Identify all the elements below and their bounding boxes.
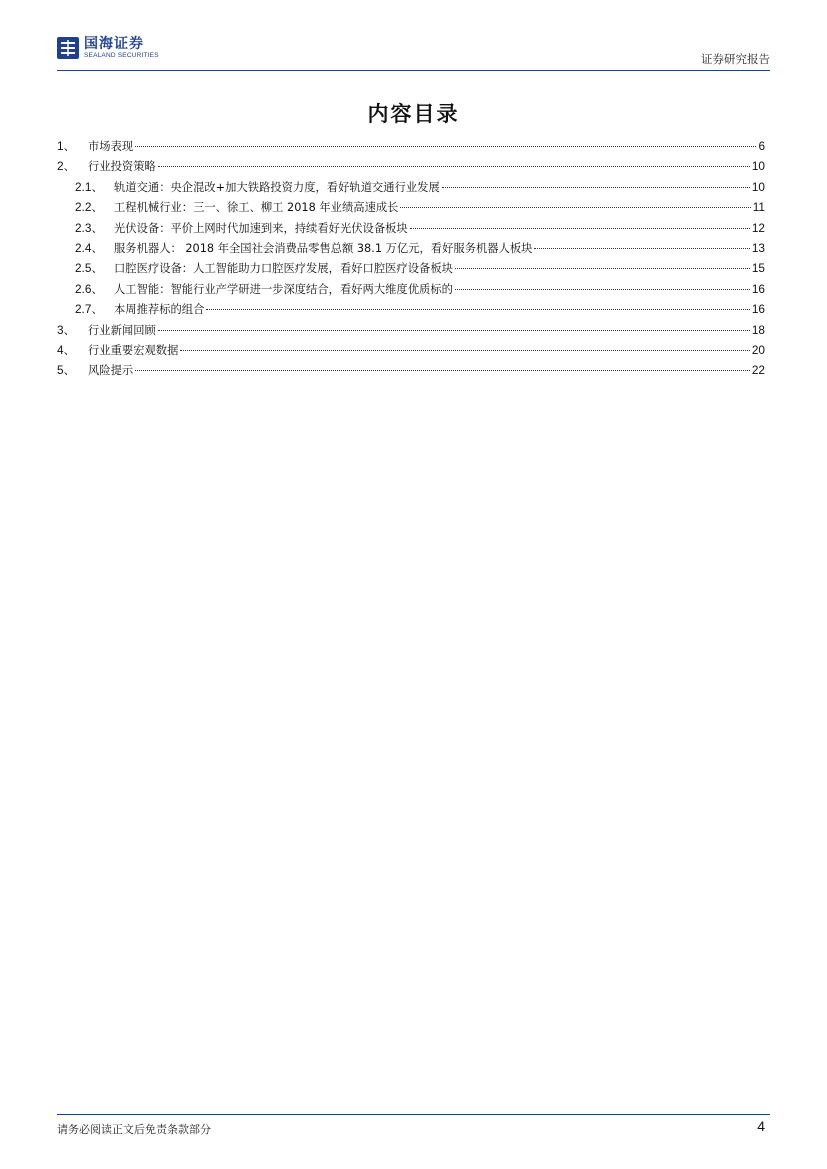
toc-entry[interactable] xyxy=(57,239,765,259)
toc-entry-page: 18 xyxy=(751,322,765,337)
toc-entry-title: 人工智能：智能行业产学研进一步深度结合，看好两大维度优质标的 xyxy=(114,282,453,296)
report-type-label: 证券研究报告 xyxy=(701,52,770,66)
toc-entry[interactable] xyxy=(57,259,765,279)
toc-entry[interactable] xyxy=(57,321,765,341)
toc-entry[interactable] xyxy=(57,198,765,218)
toc-dot-leader xyxy=(442,187,750,188)
sealand-logo-icon xyxy=(57,37,79,59)
toc-entry-page: 22 xyxy=(751,363,765,378)
toc-dot-leader xyxy=(135,146,756,147)
toc-entry-number: 2.5、 xyxy=(75,261,104,276)
toc-dot-leader xyxy=(206,309,749,310)
toc-entry-number: 2.3、 xyxy=(75,220,104,235)
toc-entry-title: 行业重要宏观数据 xyxy=(88,343,179,357)
header-divider xyxy=(57,70,770,71)
toc-entry-title: 服务机器人： 2018 年全国社会消费品零售总额 38.1 万亿元，看好服务机器人板块 xyxy=(114,241,533,255)
toc-entry-page: 6 xyxy=(758,139,765,153)
toc-entry-number: 2.1、 xyxy=(75,179,104,194)
toc-entry-title: 口腔医疗设备：人工智能助力口腔医疗发展，看好口腔医疗设备板块 xyxy=(114,262,453,276)
toc-entry[interactable] xyxy=(57,137,765,157)
toc-entry[interactable] xyxy=(57,300,765,320)
toc-dot-leader xyxy=(135,370,750,371)
toc-entry-page: 10 xyxy=(751,179,765,194)
logo-chinese-name: 国海证券 xyxy=(84,36,144,52)
toc-entry-number: 2、 xyxy=(57,159,76,174)
toc-entry-page: 13 xyxy=(751,240,765,255)
toc-entry[interactable] xyxy=(57,280,765,300)
logo-english-name: SEALAND SECURITIES xyxy=(84,52,159,59)
toc-entry-title: 行业新闻回顾 xyxy=(88,323,156,337)
toc-entry-title: 轨道交通：央企混改+加大铁路投资力度，看好轨道交通行业发展 xyxy=(114,180,440,194)
company-logo xyxy=(57,37,159,60)
toc-entry[interactable] xyxy=(57,341,765,361)
toc-entry[interactable] xyxy=(57,219,765,239)
page-header xyxy=(57,37,770,67)
toc-entry[interactable] xyxy=(57,178,765,198)
toc-dot-leader xyxy=(400,207,750,208)
toc-entry[interactable] xyxy=(57,361,765,381)
toc-entry-page: 20 xyxy=(751,342,765,357)
toc-entry-number: 2.6、 xyxy=(75,281,104,296)
toc-entry-page: 10 xyxy=(751,159,765,174)
toc-entry-page: 16 xyxy=(751,281,765,296)
toc-entry-page: 16 xyxy=(751,302,765,317)
toc-dot-leader xyxy=(410,228,750,229)
toc-entry-number: 4、 xyxy=(57,342,76,357)
toc-dot-leader xyxy=(158,330,750,331)
toc-entry-title: 本周推荐标的组合 xyxy=(114,303,205,317)
toc-entry-number: 3、 xyxy=(57,322,76,337)
toc-entry-number: 2.7、 xyxy=(75,302,104,317)
table-of-contents xyxy=(57,137,765,382)
toc-entry-page: 15 xyxy=(751,261,765,276)
footer-disclaimer: 请务必阅读正文后免责条款部分 xyxy=(57,1123,211,1136)
toc-entry-title: 工程机械行业：三一、徐工、柳工 2018 年业绩高速成长 xyxy=(114,201,399,215)
toc-entry-page: 11 xyxy=(752,200,765,215)
toc-entry-number: 2.2、 xyxy=(75,200,104,215)
toc-entry-number: 5、 xyxy=(57,363,76,378)
toc-entry-title: 行业投资策略 xyxy=(88,160,156,174)
toc-entry-number: 1、 xyxy=(57,139,76,153)
page-number: 4 xyxy=(757,1118,765,1134)
toc-entry-title: 风险提示 xyxy=(88,364,134,378)
toc-dot-leader xyxy=(180,350,749,351)
toc-entry-number: 2.4、 xyxy=(75,240,104,255)
toc-entry-title: 市场表现 xyxy=(88,140,134,153)
toc-dot-leader xyxy=(158,166,750,167)
toc-dot-leader xyxy=(455,289,750,290)
toc-dot-leader xyxy=(534,248,749,249)
toc-title: 内容目录 xyxy=(367,102,460,126)
toc-entry[interactable] xyxy=(57,157,765,177)
toc-dot-leader xyxy=(455,268,750,269)
toc-entry-page: 12 xyxy=(751,220,765,235)
toc-entry-title: 光伏设备：平价上网时代加速到来，持续看好光伏设备板块 xyxy=(114,221,408,235)
footer-divider xyxy=(57,1114,770,1115)
